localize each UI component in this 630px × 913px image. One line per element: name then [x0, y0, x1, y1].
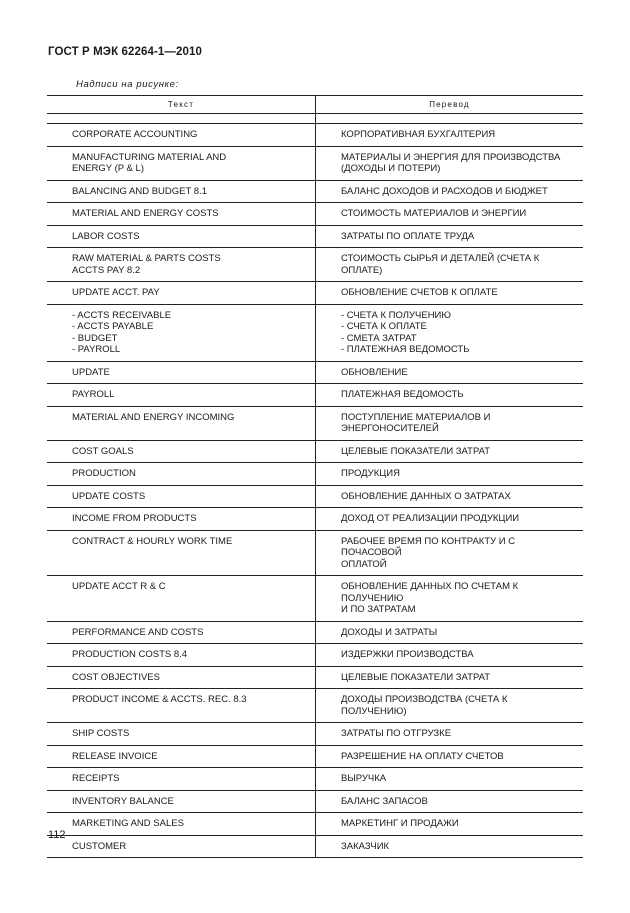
- translation-cell: ДОХОДЫ И ЗАТРАТЫ: [316, 621, 584, 644]
- table-row: [47, 666, 583, 689]
- table-row: [47, 146, 583, 180]
- table-row: [47, 835, 583, 858]
- translation-cell: ОБНОВЛЕНИЕ ДАННЫХ О ЗАТРАТАХ: [316, 485, 584, 508]
- source-text-cell: UPDATE ACCT R & C: [47, 576, 316, 622]
- translation-cell: ЗАТРАТЫ ПО ОТГРУЗКЕ: [316, 723, 584, 746]
- source-text-cell: MARKETING AND SALES: [47, 813, 316, 836]
- translation-cell: РАЗРЕШЕНИЕ НА ОПЛАТУ СЧЕТОВ: [316, 745, 584, 768]
- document-header: ГОСТ Р МЭК 62264-1—2010: [48, 46, 202, 58]
- table-row: [47, 124, 583, 147]
- table-row: [47, 485, 583, 508]
- figure-caption: Надписи на рисунке:: [76, 79, 179, 90]
- table-spacer-row: [47, 114, 583, 124]
- source-text-cell: INVENTORY BALANCE: [47, 790, 316, 813]
- translation-cell: БАЛАНС ДОХОДОВ И РАСХОДОВ И БЮДЖЕТ: [316, 180, 584, 203]
- source-text-cell: CORPORATE ACCOUNTING: [47, 124, 316, 147]
- table-row: [47, 745, 583, 768]
- source-text-cell: RECEIPTS: [47, 768, 316, 791]
- translation-cell: ПРОДУКЦИЯ: [316, 463, 584, 486]
- table-row: [47, 203, 583, 226]
- translation-cell: ЗАКАЗЧИК: [316, 835, 584, 858]
- translation-cell: ВЫРУЧКА: [316, 768, 584, 791]
- translation-cell: СТОИМОСТЬ СЫРЬЯ И ДЕТАЛЕЙ (СЧЕТА К ОПЛАТЕ): [316, 248, 584, 282]
- source-text-cell: PAYROLL: [47, 384, 316, 407]
- source-text-cell: RAW MATERIAL & PARTS COSTS ACCTS PAY 8.2: [47, 248, 316, 282]
- table-row: [47, 440, 583, 463]
- table-row: [47, 463, 583, 486]
- source-text-cell: RELEASE INVOICE: [47, 745, 316, 768]
- table-row: [47, 508, 583, 531]
- column-header-text: Текст: [47, 96, 316, 114]
- table-row: [47, 248, 583, 282]
- column-header-translation: Перевод: [316, 96, 584, 114]
- page-number: 112: [48, 829, 66, 841]
- table-row: [47, 304, 583, 361]
- source-text-cell: CUSTOMER: [47, 835, 316, 858]
- translation-cell: ДОХОД ОТ РЕАЛИЗАЦИИ ПРОДУКЦИИ: [316, 508, 584, 531]
- table-row: [47, 406, 583, 440]
- translation-cell: МАРКЕТИНГ И ПРОДАЖИ: [316, 813, 584, 836]
- source-text-cell: PRODUCTION: [47, 463, 316, 486]
- source-text-cell: INCOME FROM PRODUCTS: [47, 508, 316, 531]
- translation-cell: - СЧЕТА К ПОЛУЧЕНИЮ - СЧЕТА К ОПЛАТЕ - СМЕТА ЗАТРАТ - ПЛАТЕЖНАЯ ВЕДОМОСТЬ: [316, 304, 584, 361]
- source-text-cell: CONTRACT & HOURLY WORK TIME: [47, 530, 316, 576]
- translation-cell: ЗАТРАТЫ ПО ОПЛАТЕ ТРУДА: [316, 225, 584, 248]
- translation-cell: РАБОЧЕЕ ВРЕМЯ ПО КОНТРАКТУ И С ПОЧАСОВОЙ ОПЛАТОЙ: [316, 530, 584, 576]
- table-row: [47, 790, 583, 813]
- source-text-cell: LABOR COSTS: [47, 225, 316, 248]
- table-row: [47, 282, 583, 305]
- table-row: [47, 768, 583, 791]
- source-text-cell: COST OBJECTIVES: [47, 666, 316, 689]
- source-text-cell: MANUFACTURING MATERIAL AND ENERGY (P & L): [47, 146, 316, 180]
- translation-cell: МАТЕРИАЛЫ И ЭНЕРГИЯ ДЛЯ ПРОИЗВОДСТВА (ДОХОДЫ И ПОТЕРИ): [316, 146, 584, 180]
- translation-cell: ЦЕЛЕВЫЕ ПОКАЗАТЕЛИ ЗАТРАТ: [316, 440, 584, 463]
- translation-cell: КОРПОРАТИВНАЯ БУХГАЛТЕРИЯ: [316, 124, 584, 147]
- table-row: [47, 180, 583, 203]
- table-row: [47, 813, 583, 836]
- translation-cell: ОБНОВЛЕНИЕ ДАННЫХ ПО СЧЕТАМ К ПОЛУЧЕНИЮ И ПО ЗАТРАТАМ: [316, 576, 584, 622]
- table-row: [47, 621, 583, 644]
- translation-cell: ЦЕЛЕВЫЕ ПОКАЗАТЕЛИ ЗАТРАТ: [316, 666, 584, 689]
- translation-cell: ПОСТУПЛЕНИЕ МАТЕРИАЛОВ И ЭНЕРГОНОСИТЕЛЕЙ: [316, 406, 584, 440]
- table-row: [47, 384, 583, 407]
- table-row: [47, 644, 583, 667]
- source-text-cell: UPDATE: [47, 361, 316, 384]
- translation-cell: ДОХОДЫ ПРОИЗВОДСТВА (СЧЕТА К ПОЛУЧЕНИЮ): [316, 689, 584, 723]
- source-text-cell: BALANCING AND BUDGET 8.1: [47, 180, 316, 203]
- translation-cell: ИЗДЕРЖКИ ПРОИЗВОДСТВА: [316, 644, 584, 667]
- table-row: [47, 361, 583, 384]
- table-row: [47, 530, 583, 576]
- table-body: [47, 114, 583, 858]
- source-text-cell: PRODUCTION COSTS 8.4: [47, 644, 316, 667]
- table-row: [47, 689, 583, 723]
- translation-cell: ПЛАТЕЖНАЯ ВЕДОМОСТЬ: [316, 384, 584, 407]
- source-text-cell: PRODUCT INCOME & ACCTS. REC. 8.3: [47, 689, 316, 723]
- source-text-cell: COST GOALS: [47, 440, 316, 463]
- source-text-cell: SHIP COSTS: [47, 723, 316, 746]
- translation-cell: БАЛАНС ЗАПАСОВ: [316, 790, 584, 813]
- table-row: [47, 225, 583, 248]
- glossary-table: [47, 95, 583, 858]
- table-header-row: [47, 96, 583, 114]
- translation-cell: ОБНОВЛЕНИЕ СЧЕТОВ К ОПЛАТЕ: [316, 282, 584, 305]
- source-text-cell: PERFORMANCE AND COSTS: [47, 621, 316, 644]
- source-text-cell: - ACCTS RECEIVABLE - ACCTS PAYABLE - BUDGET - PAYROLL: [47, 304, 316, 361]
- table-row: [47, 576, 583, 622]
- table-row: [47, 723, 583, 746]
- source-text-cell: MATERIAL AND ENERGY COSTS: [47, 203, 316, 226]
- source-text-cell: UPDATE ACCT. PAY: [47, 282, 316, 305]
- source-text-cell: UPDATE COSTS: [47, 485, 316, 508]
- source-text-cell: MATERIAL AND ENERGY INCOMING: [47, 406, 316, 440]
- translation-cell: ОБНОВЛЕНИЕ: [316, 361, 584, 384]
- translation-cell: СТОИМОСТЬ МАТЕРИАЛОВ И ЭНЕРГИИ: [316, 203, 584, 226]
